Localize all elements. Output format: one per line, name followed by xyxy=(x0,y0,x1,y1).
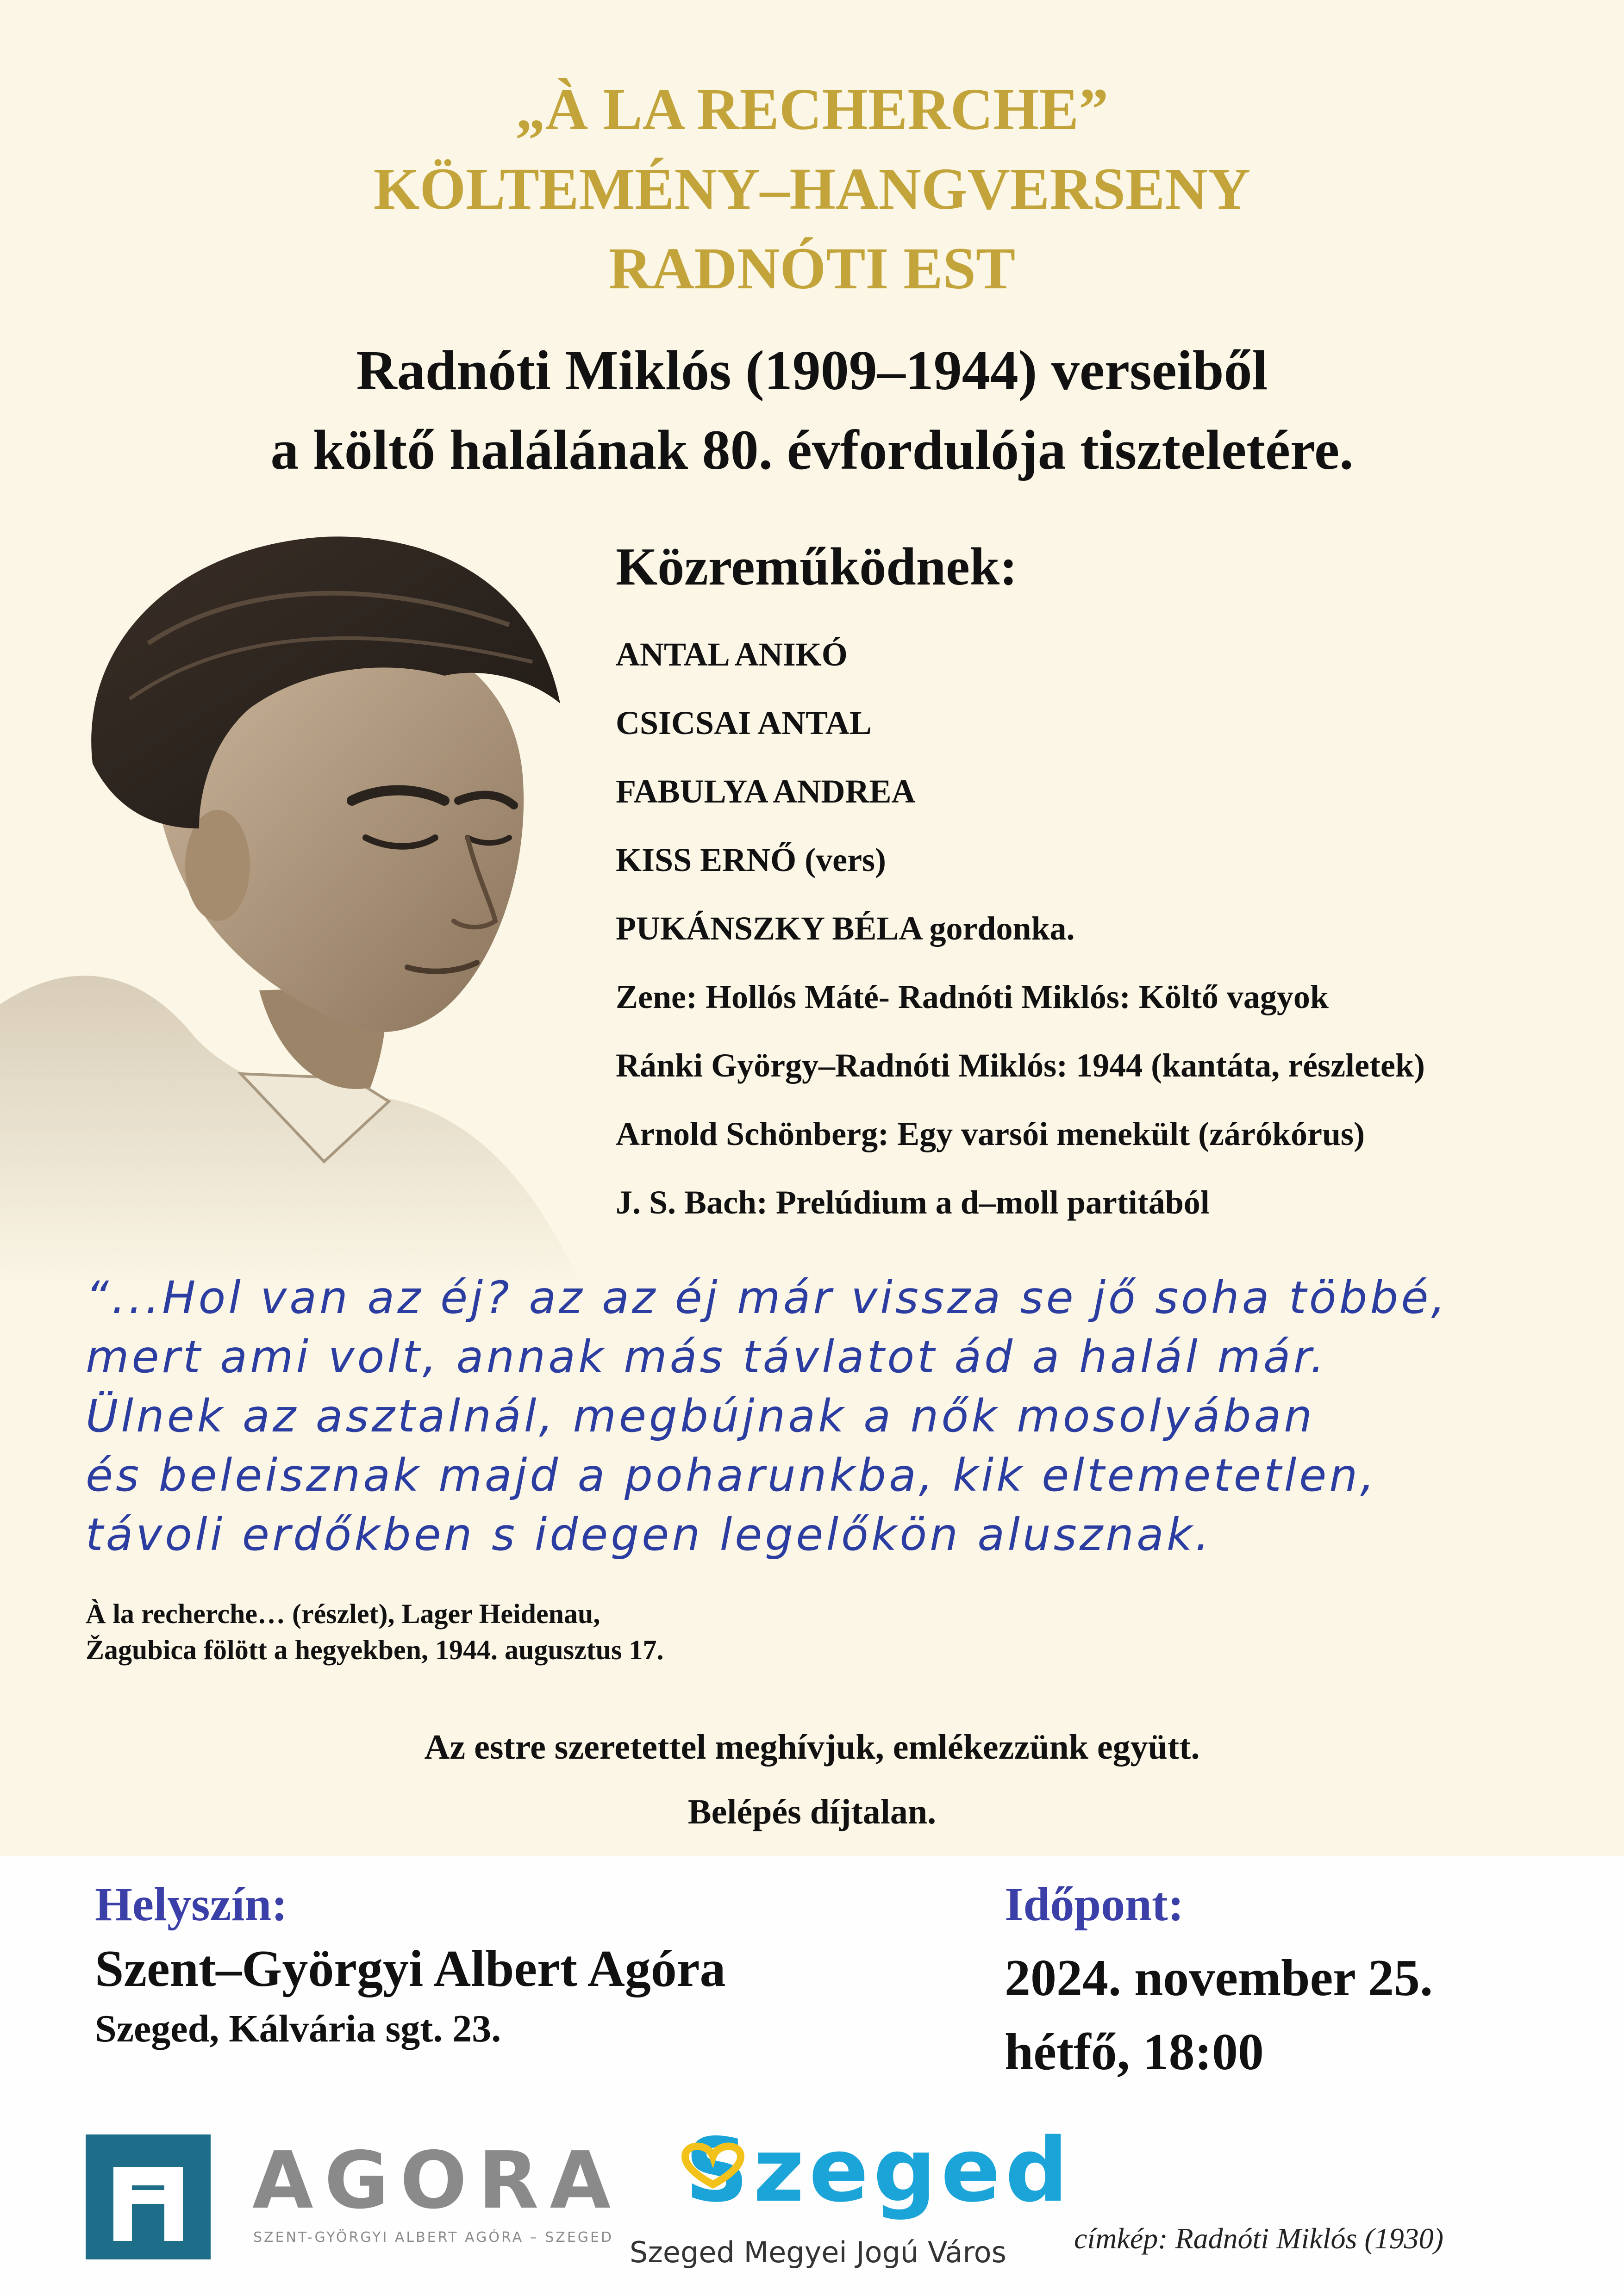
agora-mark-icon xyxy=(86,2134,211,2259)
source-line-2: Žagubica fölött a hegyekben, 1944. augusztus 17. xyxy=(86,1635,664,1665)
quote-line: távoli erdőkben s idegen legelőkön alusznak. xyxy=(86,1509,1212,1561)
credit-line: KISS ERNŐ (vers) xyxy=(616,841,887,878)
subtitle-line-1: Radnóti Miklós (1909–1944) verseiből xyxy=(356,339,1268,402)
credit-line: Ránki György–Radnóti Miklós: 1944 (kantáta, részletek) xyxy=(616,1047,1425,1084)
invite-line-2: Belépés díjtalan. xyxy=(687,1792,937,1831)
credit-line: FABULYA ANDREA xyxy=(616,773,916,810)
poem-quote xyxy=(86,1268,1567,1564)
credit-line: PUKÁNSZKY BÉLA gordonka. xyxy=(616,910,1075,947)
quote-line: “...Hol van az éj? az az éj már vissza se jő soha többé, xyxy=(86,1272,1448,1324)
credit-line: Zene: Hollós Máté- Radnóti Miklós: Költő vagyok xyxy=(616,978,1329,1015)
invitation-text xyxy=(0,1715,1624,1844)
szeged-logo xyxy=(630,2119,1073,2272)
title-line-1: „À LA RECHERCHE” xyxy=(515,76,1109,142)
credits-block xyxy=(616,532,1611,1237)
venue-label: Helyszín: xyxy=(95,1878,287,1931)
subtitle-line-2: a költő halálának 80. évfordulója tiszteletére. xyxy=(270,419,1354,481)
credit-line: Arnold Schönberg: Egy varsói menekült (zárókórus) xyxy=(616,1115,1365,1152)
credits-heading: Közreműködnek: xyxy=(616,537,1018,597)
event-day-time: hétfő, 18:00 xyxy=(1005,2023,1264,2081)
event-subtitle xyxy=(0,331,1624,490)
credit-line: CSICSAI ANTAL xyxy=(616,704,872,741)
source-line-1: À la recherche… (részlet), Lager Heidenau, xyxy=(86,1599,600,1629)
title-line-3: RADNÓTI EST xyxy=(608,236,1016,301)
time-label: Időpont: xyxy=(1005,1878,1184,1931)
agora-logo xyxy=(86,2134,622,2259)
heart-icon xyxy=(676,2138,768,2189)
quote-line: mert ami volt, annak más távlatot ád a halál már. xyxy=(86,1331,1327,1383)
quote-source xyxy=(86,1596,1104,1668)
agora-subtitle: SZENT-GYÖRGYI ALBERT AGÓRA – SZEGED xyxy=(253,2229,614,2246)
credit-line: ANTAL ANIKÓ xyxy=(616,636,848,673)
title-line-2: KÖLTEMÉNY–HANGVERSENY xyxy=(373,156,1251,222)
credit-line: J. S. Bach: Prelúdium a d–moll partitából xyxy=(616,1184,1210,1221)
agora-wordmark: AGORA xyxy=(252,2135,622,2227)
szeged-subtitle: Szeged Megyei Jogú Város xyxy=(630,2235,1006,2269)
event-title xyxy=(0,69,1624,308)
portrait-photo xyxy=(0,504,620,1291)
quote-line: Ülnek az asztalnál, megbújnak a nők mosolyában xyxy=(86,1390,1315,1442)
szeged-wordmark: Szeged xyxy=(685,2119,1073,2221)
quote-line: és beleisznak majd a poharunkba, kik eltemetetlen, xyxy=(86,1450,1377,1501)
venue-name: Szent–Györgyi Albert Agóra xyxy=(95,1940,726,1997)
event-date: 2024. november 25. xyxy=(1005,1949,1433,2007)
invite-line-1: Az estre szeretettel meghívjuk, emlékezzünk együtt. xyxy=(424,1728,1200,1767)
photo-caption: címkép: Radnóti Miklós (1930) xyxy=(1074,2222,1443,2255)
venue-address: Szeged, Kálvária sgt. 23. xyxy=(95,2007,501,2050)
